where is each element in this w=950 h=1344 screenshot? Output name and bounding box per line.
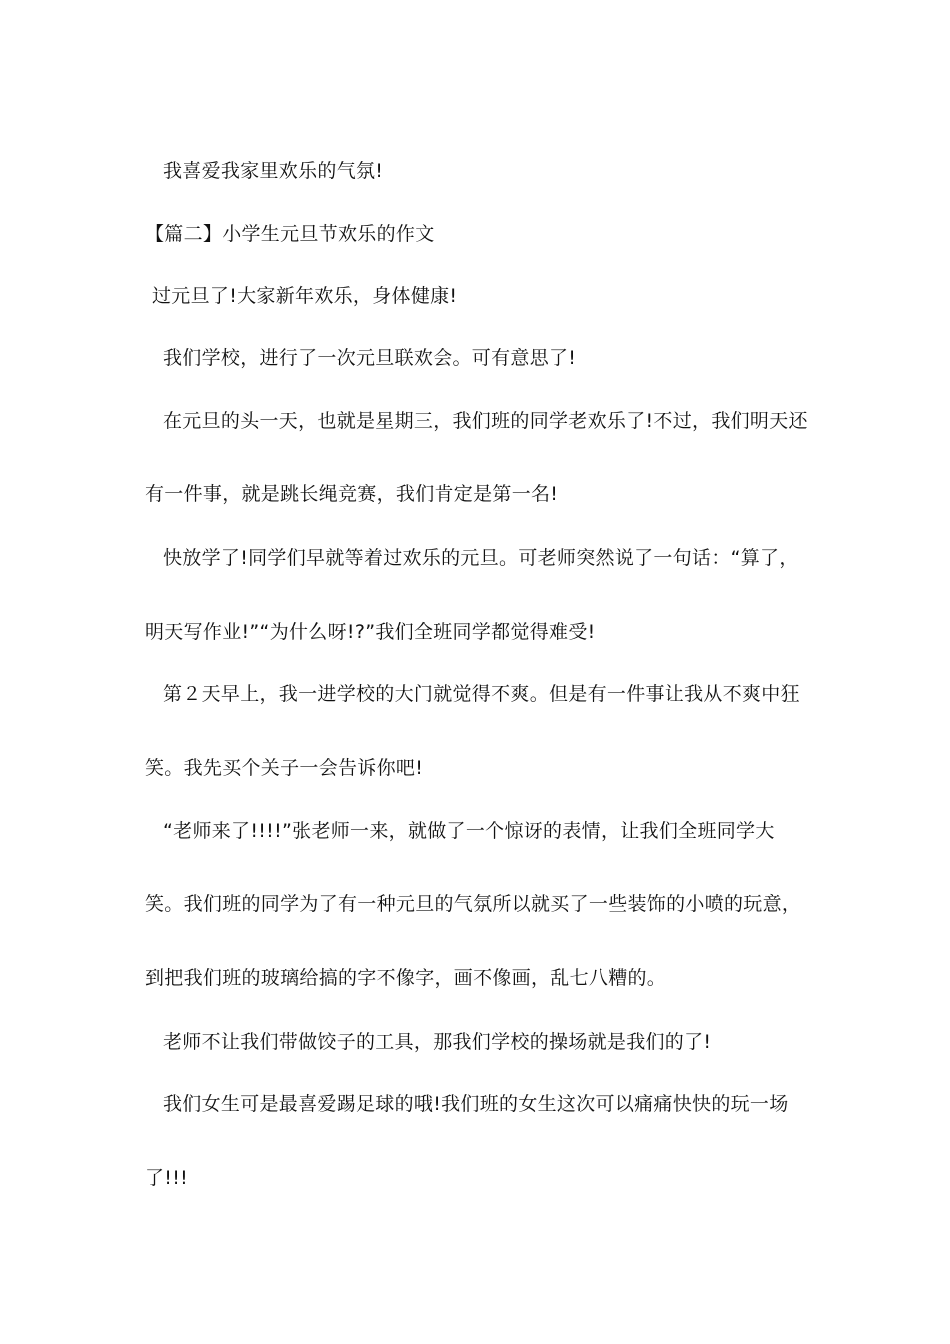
paragraph-line: 老师不让我们带做饺子的工具，那我们学校的操场就是我们的了! <box>163 1031 712 1053</box>
paragraph-line: 在元旦的头一天，也就是星期三，我们班的同学老欢乐了!不过，我们明天还 <box>163 410 808 432</box>
paragraph-line: 笑。我先买个关子一会告诉你吧! <box>145 757 424 779</box>
paragraph-line: 明天写作业!”“为什么呀!?”我们全班同学都觉得难受! <box>145 621 596 643</box>
paragraph-line: 笑。我们班的同学为了有一种元旦的气氛所以就买了一些装饰的小喷的玩意， <box>145 893 802 915</box>
paragraph-line: 有一件事，就是跳长绳竞赛，我们肯定是第一名! <box>145 483 559 505</box>
paragraph-line: “老师来了!!!!”张老师一来，就做了一个惊讶的表情，让我们全班同学大 <box>163 820 775 842</box>
paragraph-line: 我喜爱我家里欢乐的气氛! <box>163 160 384 182</box>
paragraph-line: 了!!! <box>145 1167 189 1189</box>
section-heading: 【篇二】小学生元旦节欢乐的作文 <box>145 223 435 245</box>
paragraph-line: 过元旦了!大家新年欢乐，身体健康! <box>152 285 458 307</box>
paragraph-line: 快放学了!同学们早就等着过欢乐的元旦。可老师突然说了一句话：“算了， <box>163 547 799 569</box>
paragraph-line: 第２天早上，我一进学校的大门就觉得不爽。但是有一件事让我从不爽中狂 <box>163 683 800 705</box>
paragraph-line: 我们学校，进行了一次元旦联欢会。可有意思了! <box>163 347 577 369</box>
paragraph-line: 我们女生可是最喜爱踢足球的哦!我们班的女生这次可以痛痛快快的玩一场 <box>163 1093 789 1115</box>
paragraph-line: 到把我们班的玻璃给搞的字不像字，画不像画，乱七八糟的。 <box>145 967 667 989</box>
